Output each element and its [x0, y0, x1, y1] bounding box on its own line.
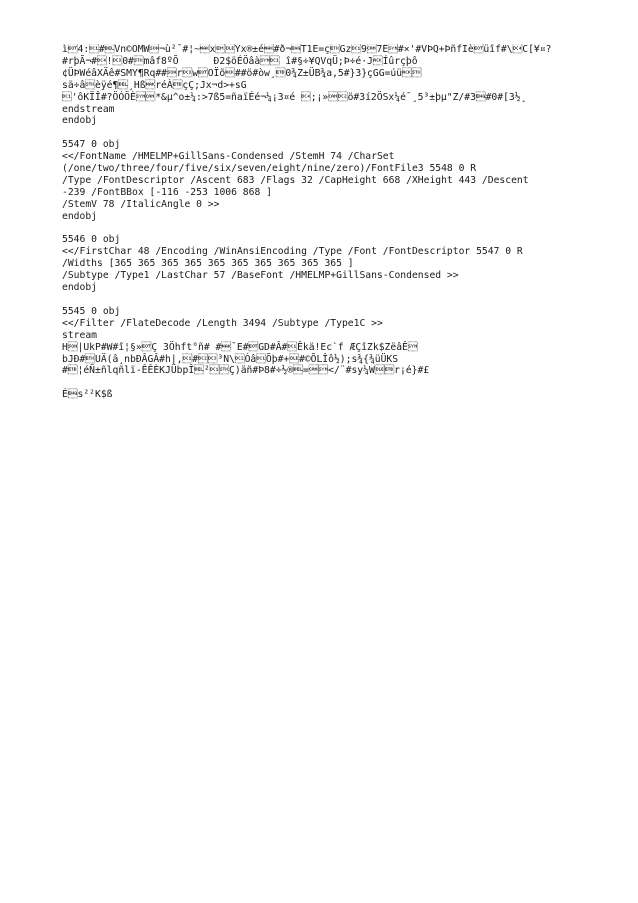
text-line: És²²K$ß: [62, 389, 113, 401]
text-line: <</FirstChar 48 /Encoding /WinAnsiEncoding /Type /Font /FontDescriptor 5547 0 R: [62, 246, 523, 258]
pdf-paragraph: [62, 389, 632, 401]
pdf-raw-text: [62, 44, 632, 413]
text-line: 'ôKÏÎ#?ÖÓÖÈ*&µ^o±¼:>7ß5=ñaïÉé¬¼¡3¤é ;¡»ö#3í2ÖSx¼é¯¸5³±þµ"Z/#3#0#[3½¸: [62, 91, 527, 103]
text-line: /Subtype /Type1 /LastChar 57 /BaseFont /HMELMP+GillSans-Condensed >>: [62, 270, 459, 282]
text-line: /StemV 78 /ItalicAngle 0 >>: [62, 198, 220, 210]
pdf-paragraph: [62, 306, 632, 377]
text-line: /Type /FontDescriptor /Ascent 683 /Flags 32 /CapHeight 668 /XHeight 443 /Descent: [62, 174, 529, 186]
text-line: ì4:#Vn©OMW¬ù²¯#¦~xÝx®±é#ð¬T1Ë=çGz97Ê#×'#VÞQ+ÞñfIèüîf#\C[¥¤?: [62, 44, 552, 55]
pdf-paragraph: [62, 234, 632, 294]
text-line: -239 /FontBBox [-116 -253 1006 868 ]: [62, 186, 272, 198]
text-line: endobj: [62, 210, 97, 222]
text-line: bJÐ#UÄ(â¸nbÐÂGÂ#h|,#³N\ÓâÕþ#+#©ÕLÎô½);s¾{¾üÜKS: [62, 353, 399, 365]
text-line: endobj: [62, 115, 97, 127]
text-line: sä÷âèÿé¶¸HßréÀçÇ;Jx¬d>+sG: [62, 79, 247, 91]
text-line: 5546 0 obj: [62, 234, 121, 246]
text-line: H|UkP#W#î¦§»Ç 3Öhft°ñ# #¯E#GD#Â#Êkä!Ec`f ÆÇîZk$ZëâÊ: [62, 341, 418, 353]
text-line: stream: [62, 329, 97, 341]
pdf-paragraph: [62, 44, 632, 127]
text-line: (/one/two/three/four/five/six/seven/eight/nine/zero)/FontFile3 5548 0 R: [62, 163, 477, 175]
text-line: <</Filter /FlateDecode /Length 3494 /Subtype /Type1C >>: [62, 317, 383, 329]
text-line: endobj: [62, 282, 97, 294]
text-line: 5545 0 obj: [62, 305, 121, 317]
text-line: 5547 0 obj: [62, 139, 121, 151]
pdf-paragraph: [62, 139, 632, 222]
text-line: endstream: [62, 103, 115, 115]
text-line: #¦éÑ±ñlqñlï-ÊÊÈKJÜbpÎ²Ç)äñ#Þ8#÷½®=</¨#sy¼Wr¡é}#£: [62, 365, 430, 377]
text-line: /Widths [365 365 365 365 365 365 365 365 365 365 ]: [62, 258, 354, 270]
text-line: ¢ÜÞWéâXÄê#SMY¶Rq##rwOÏõ##ö#òw¸0¾Z±ÜB¾a,5#}3}çGG=úü: [62, 67, 422, 79]
text-line: #rþÃ¬#!0#mâf8ºÕ Ð2$öÉÖâà î#§÷¥QVqÜ;Þ÷é·JÍûrçþô: [62, 55, 418, 67]
text-line: <</FontName /HMELMP+GillSans-Condensed /StemH 74 /CharSet: [62, 151, 395, 163]
